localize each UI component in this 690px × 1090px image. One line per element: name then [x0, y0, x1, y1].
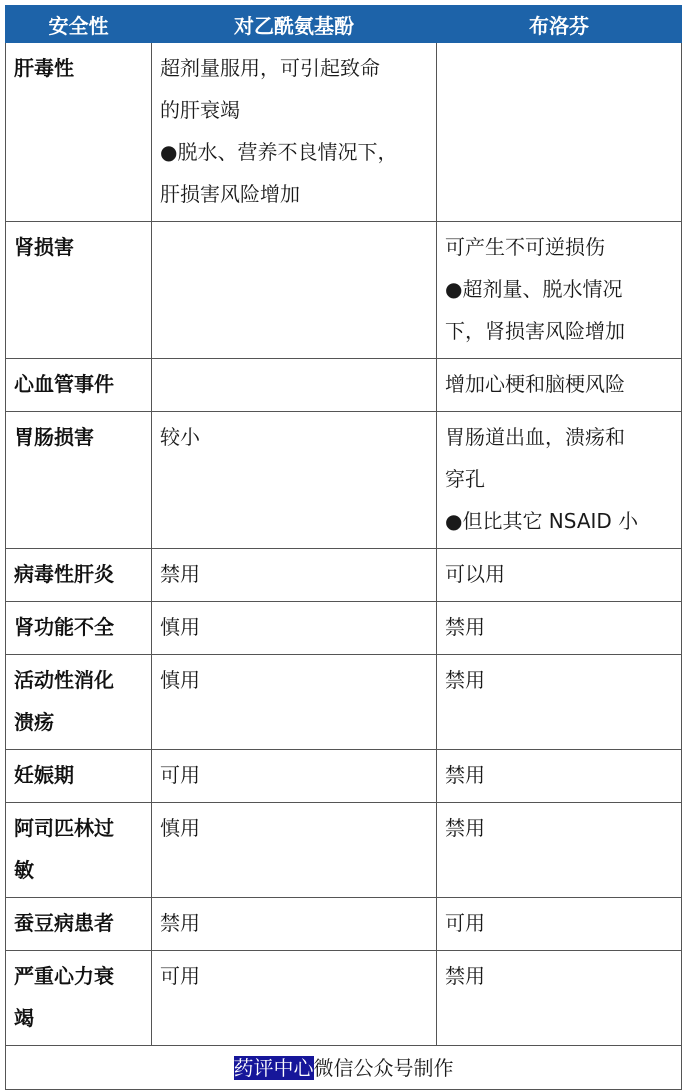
header-acetaminophen: 对乙酰氨基酚	[152, 6, 437, 43]
table-body	[6, 43, 682, 1046]
ibuprofen-cell	[437, 359, 682, 412]
table-row	[6, 951, 682, 1046]
cell-text-line: 严重心力衰	[14, 964, 114, 988]
row-label-cell	[6, 43, 152, 222]
table-row	[6, 412, 682, 549]
ibuprofen-cell	[437, 750, 682, 803]
table-footer	[6, 1046, 682, 1090]
acetaminophen-cell	[152, 602, 437, 655]
ibuprofen-cell	[437, 43, 682, 222]
cell-text-line: 禁用	[160, 562, 200, 586]
acetaminophen-cell	[152, 750, 437, 803]
cell-text-line: 增加心梗和脑梗风险	[445, 372, 625, 396]
cell-text-line: 禁用	[445, 816, 485, 840]
cell-text-line: 慎用	[160, 668, 200, 692]
table-row	[6, 803, 682, 898]
cell-text-line: 的肝衰竭	[160, 98, 240, 122]
header-row	[6, 6, 682, 43]
row-label-cell	[6, 222, 152, 359]
ibuprofen-cell	[437, 803, 682, 898]
acetaminophen-cell	[152, 43, 437, 222]
table-row	[6, 602, 682, 655]
cell-text-line: 禁用	[445, 615, 485, 639]
cell-text-line: 敏	[14, 858, 34, 882]
row-label-cell	[6, 359, 152, 412]
cell-text-line: 心血管事件	[14, 372, 114, 396]
ibuprofen-cell	[437, 412, 682, 549]
acetaminophen-cell	[152, 951, 437, 1046]
table-row	[6, 359, 682, 412]
cell-text-line: 超剂量服用，可引起致命	[160, 56, 380, 80]
cell-text-line: 活动性消化	[14, 668, 114, 692]
cell-text-line: 胃肠损害	[14, 425, 94, 449]
footer-text: 微信公众号制作	[313, 1055, 454, 1080]
cell-text-line: ●但比其它 NSAID 小	[445, 509, 639, 533]
table-row	[6, 750, 682, 803]
ibuprofen-cell	[437, 549, 682, 602]
table-header	[6, 6, 682, 43]
ibuprofen-cell	[437, 655, 682, 750]
comparison-table	[5, 5, 682, 1090]
cell-text-line: 禁用	[160, 911, 200, 935]
acetaminophen-cell	[152, 222, 437, 359]
ibuprofen-cell	[437, 898, 682, 951]
acetaminophen-cell	[152, 549, 437, 602]
row-label-cell	[6, 750, 152, 803]
cell-text-line: 溃疡	[14, 710, 54, 734]
acetaminophen-cell	[152, 412, 437, 549]
acetaminophen-cell	[152, 803, 437, 898]
cell-text-line: 可用	[160, 763, 200, 787]
header-safety: 安全性	[6, 6, 152, 43]
row-label-cell	[6, 898, 152, 951]
cell-text-line: 可产生不可逆损伤	[445, 235, 605, 259]
ibuprofen-cell	[437, 602, 682, 655]
row-label-cell	[6, 549, 152, 602]
table-row	[6, 43, 682, 222]
footer-cell	[6, 1046, 682, 1090]
acetaminophen-cell	[152, 359, 437, 412]
cell-text-line: 蚕豆病患者	[14, 911, 114, 935]
acetaminophen-cell	[152, 898, 437, 951]
row-label-cell	[6, 803, 152, 898]
cell-text-line: 穿孔	[445, 467, 485, 491]
acetaminophen-cell	[152, 655, 437, 750]
cell-text-line: 阿司匹林过	[14, 816, 114, 840]
cell-text-line: 慎用	[160, 615, 200, 639]
cell-text-line: 可用	[445, 911, 485, 935]
cell-text-line: 可以用	[445, 562, 505, 586]
cell-text-line: 禁用	[445, 668, 485, 692]
row-label-cell	[6, 602, 152, 655]
cell-text-line: 肾功能不全	[14, 615, 114, 639]
cell-text-line: 胃肠道出血，溃疡和	[445, 425, 625, 449]
cell-text-line: 病毒性肝炎	[14, 562, 114, 586]
row-label-cell	[6, 951, 152, 1046]
cell-text-line: 肾损害	[14, 235, 74, 259]
cell-text-line: ●脱水、营养不良情况下，	[160, 140, 398, 164]
footer-highlight: 药评中心	[233, 1055, 314, 1080]
cell-text-line: 可用	[160, 964, 200, 988]
table-row	[6, 655, 682, 750]
cell-text-line: 肝损害风险增加	[160, 182, 300, 206]
row-label-cell	[6, 655, 152, 750]
cell-text-line: 下，肾损害风险增加	[445, 319, 625, 343]
header-ibuprofen: 布洛芬	[437, 6, 682, 43]
cell-text-line: ●超剂量、脱水情况	[445, 277, 623, 301]
footer-row	[6, 1046, 682, 1090]
cell-text-line: 禁用	[445, 964, 485, 988]
table-row	[6, 222, 682, 359]
cell-text-line: 慎用	[160, 816, 200, 840]
table-row	[6, 549, 682, 602]
cell-text-line: 较小	[160, 425, 200, 449]
cell-text-line: 肝毒性	[14, 56, 74, 80]
cell-text-line: 禁用	[445, 763, 485, 787]
ibuprofen-cell	[437, 222, 682, 359]
ibuprofen-cell	[437, 951, 682, 1046]
cell-text-line: 竭	[14, 1006, 34, 1030]
table-row	[6, 898, 682, 951]
cell-text-line: 妊娠期	[14, 763, 74, 787]
row-label-cell	[6, 412, 152, 549]
